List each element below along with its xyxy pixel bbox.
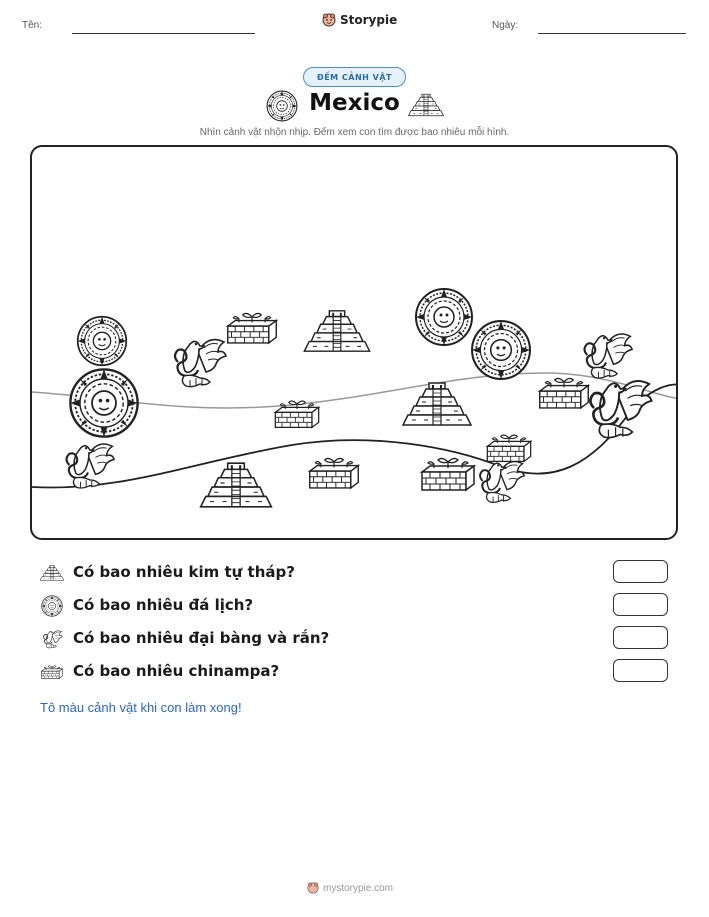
question-text: Có bao nhiêu đại bàng và rắn? [73,629,330,647]
calendar-stone-1 [78,317,127,366]
calendar-stone-4 [472,321,530,379]
answer-box-eagles[interactable] [613,626,668,649]
question-row-chinampas [40,659,670,685]
page-title: Mexico [309,90,400,116]
brand-name: Storypie [340,13,398,27]
eagle-snake-1 [175,340,226,387]
storypie-logo-icon [322,13,336,27]
scene-picture [30,145,678,540]
date-input-line[interactable] [538,33,686,34]
question-row-pyramids [40,560,670,586]
pyramid-icon [40,562,64,584]
pyramid-icon [408,90,444,120]
chinampa-1 [228,313,277,342]
coloring-note: Tô màu cảnh vật khi con làm xong! [40,700,242,715]
chinampa-5 [540,378,589,407]
chinampa-4 [422,458,474,490]
answer-box-calendar-stones[interactable] [613,593,668,616]
eagle-snake-3 [585,334,633,378]
eagle-snake-5 [480,462,524,503]
chinampa-3 [310,458,359,487]
question-text: Có bao nhiêu đá lịch? [73,596,254,614]
category-badge: ĐẾM CẢNH VẬT [303,67,406,87]
name-input-line[interactable] [72,33,255,34]
brand-logo [322,13,397,27]
storypie-logo-icon [307,882,319,894]
chinampa-2 [275,401,318,427]
chinampa-6 [487,435,530,461]
eagle-snake-icon [40,628,64,650]
instructions: Nhìn cảnh vật nhộn nhịp. Đếm xem con tìm được bao nhiêu mỗi hình. [199,127,510,138]
question-row-calendar-stones [40,593,670,619]
question-text: Có bao nhiêu kim tự tháp? [73,563,295,581]
eagle-snake-4 [590,381,651,438]
pyramid-3 [201,463,272,507]
footer-url: mystorypie.com [323,882,394,894]
answer-box-pyramids[interactable] [613,560,668,583]
question-text: Có bao nhiêu chinampa? [73,662,280,680]
date-label: Ngày: [492,20,519,31]
name-label: Tên: [22,20,43,31]
calendar-stone-2 [70,369,137,436]
pyramid-2 [403,383,471,425]
question-row-eagles [40,626,670,652]
calendar-stone-icon [40,595,64,617]
chinampa-icon [40,661,64,683]
answer-box-chinampas[interactable] [613,659,668,682]
scene-drawing [32,147,678,540]
eagle-snake-2 [67,444,115,488]
footer [307,882,393,894]
calendar-stone-3 [416,289,472,345]
pyramid-1 [304,311,369,351]
